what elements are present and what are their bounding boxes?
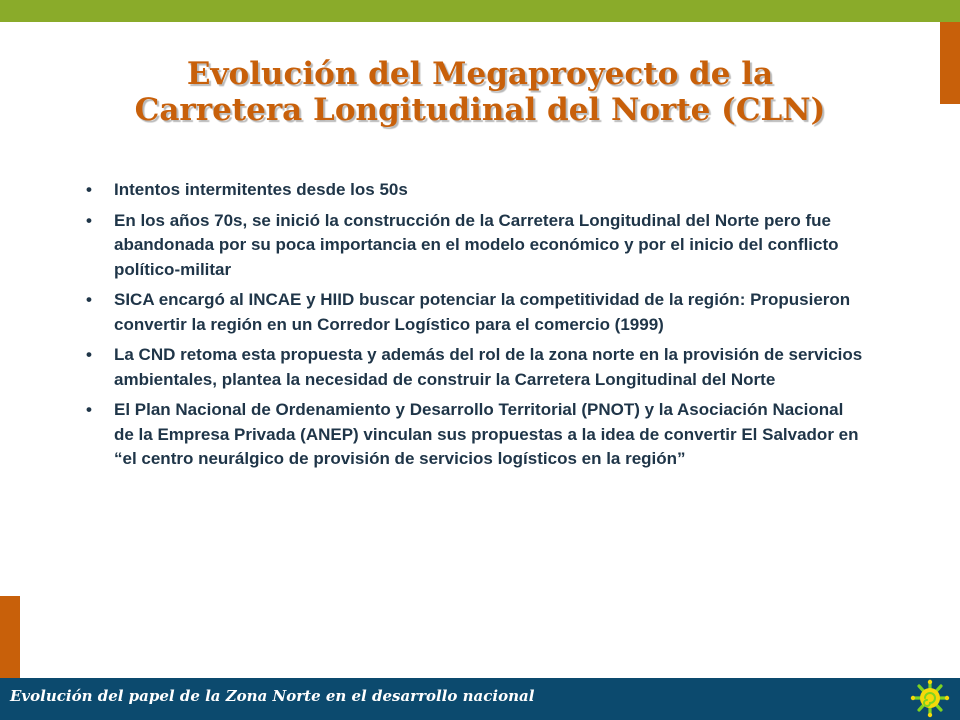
right-accent-bar	[940, 22, 960, 104]
slide-title-line-2: Carretera Longitudinal del Norte (CLN)	[134, 92, 826, 128]
bullet-text: SICA encargó al INCAE y HIID buscar potenciar la competitividad de la región: Propusieron convertir la región en un Corredor Logístico para el comercio (1999)	[114, 290, 851, 334]
bullet-item	[86, 288, 866, 337]
footer-caption: Evolución del papel de la Zona Norte en el desarrollo nacional	[10, 687, 535, 705]
bullet-text: El Plan Nacional de Ordenamiento y Desarrollo Territorial (PNOT) y la Asociación Nacional de la Empresa Privada (ANEP) vinculan sus propuestas a la idea de convertir El Salvador en “el centro neurálgico de provisión de servicios logísticos en la región”	[114, 400, 859, 468]
bullet-item	[86, 398, 866, 472]
footer-bar	[0, 678, 960, 720]
slide-title	[100, 56, 860, 128]
top-decorative-band	[0, 0, 960, 22]
bullet-item	[86, 178, 866, 203]
bullet-text: En los años 70s, se inició la construcción de la Carretera Longitudinal del Norte pero fue abandonada por su poca importancia en el modelo económico y por el inicio del conflicto político-militar	[114, 210, 839, 279]
bullet-text: La CND retoma esta propuesta y además del rol de la zona norte en la provisión de servicios ambientales, plantea la necesidad de construir la Carretera Longitudinal del Norte	[114, 345, 863, 389]
bullet-marker: •	[86, 210, 92, 230]
sun-spiral-logo-icon	[904, 676, 956, 720]
bullet-item	[86, 209, 866, 283]
left-accent-bar	[0, 596, 20, 678]
bullet-list	[86, 178, 866, 478]
bullet-marker: •	[86, 180, 92, 199]
bullet-marker: •	[86, 345, 92, 364]
slide-title-line-1: Evolución del Megaproyecto de la	[186, 56, 774, 92]
bullet-item	[86, 343, 866, 392]
bullet-text: Intentos intermitentes desde los 50s	[114, 180, 408, 199]
bullet-marker: •	[86, 290, 92, 309]
bullet-marker: •	[86, 400, 92, 419]
